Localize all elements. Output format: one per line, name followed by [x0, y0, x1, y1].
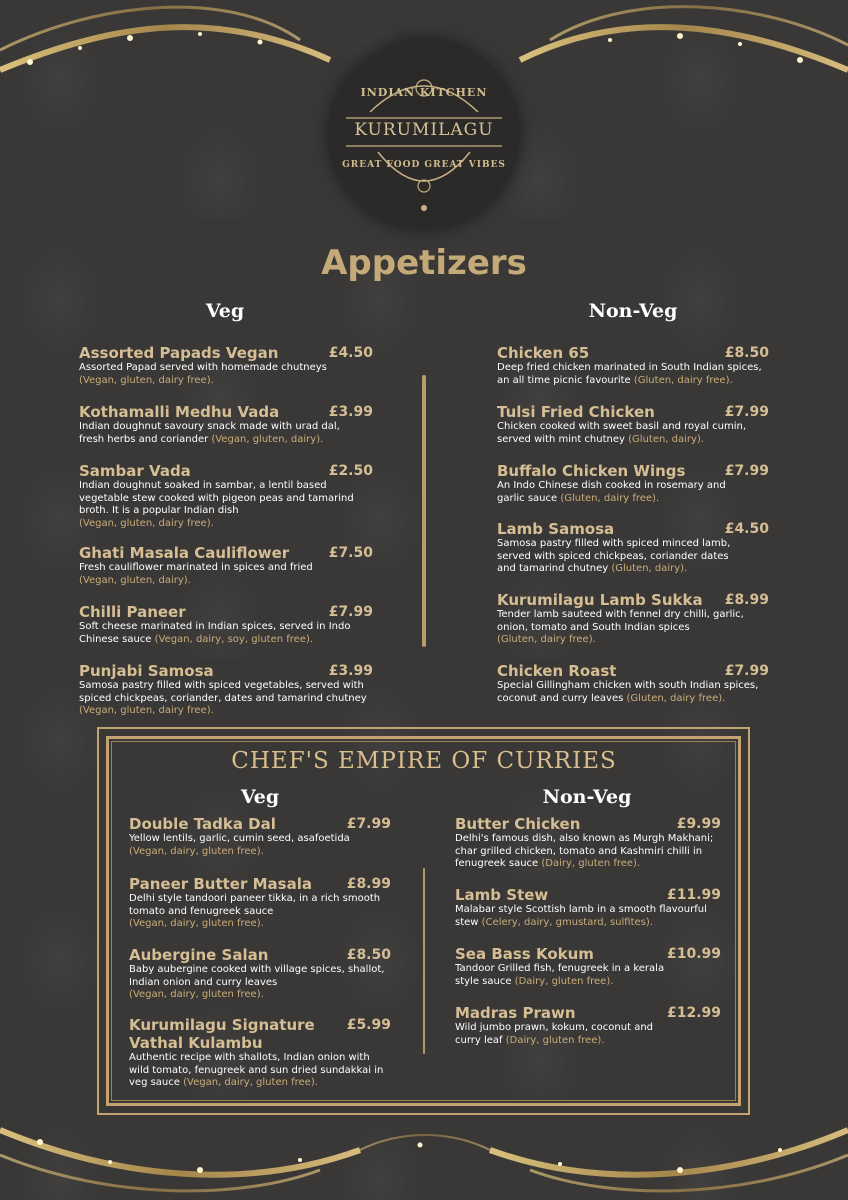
item-price: £3.99	[328, 404, 373, 420]
menu-item	[497, 591, 769, 647]
item-dietary-tags: (Vegan, gluten, dairy free).	[79, 517, 214, 529]
menu-item	[129, 815, 391, 858]
item-price: £2.50	[328, 463, 373, 479]
item-description: Assorted Papad served with homemade chutneys (Vegan, gluten, dairy free).	[79, 362, 327, 386]
item-dietary-tags: (Gluten, dairy free).	[633, 374, 733, 386]
item-name: Buffalo Chicken Wings	[497, 462, 686, 480]
item-dietary-tags: (Vegan, gluten, dairy).	[79, 574, 191, 586]
item-name: Ghati Masala Cauliflower	[79, 544, 290, 562]
item-price: £9.99	[676, 816, 721, 832]
menu-item	[455, 945, 721, 988]
menu-item	[79, 603, 373, 646]
item-dietary-tags: (Dairy, gluten free).	[514, 975, 614, 987]
menu-item	[455, 886, 721, 929]
item-price: £7.99	[328, 604, 373, 620]
item-description: Baby aubergine cooked with village spices, shallot, Indian onion and curry leaves (Vegan, dairy, gluten free).	[129, 964, 385, 1000]
logo-tagline-top: INDIAN KITCHEN	[360, 86, 488, 99]
item-name: Punjabi Samosa	[79, 662, 214, 680]
item-description: An Indo Chinese dish cooked in rosemary and garlic sauce (Gluten, dairy free).	[497, 480, 726, 504]
item-description: Malabar style Scottish lamb in a smooth flavourful stew (Celery, dairy, gmustard, sulfites).	[455, 904, 707, 928]
item-dietary-tags: (Vegan, dairy, gluten free).	[129, 989, 264, 1000]
item-price: £11.99	[666, 887, 721, 903]
menu-item	[497, 462, 769, 505]
item-name: Tulsi Fried Chicken	[497, 403, 655, 421]
menu-item	[129, 946, 391, 1002]
menu-item	[79, 544, 373, 587]
item-price: £8.99	[346, 876, 391, 892]
item-description: Tandoor Grilled fish, fenugreek in a kerala style sauce (Dairy, gluten free).	[455, 963, 665, 987]
item-price: £12.99	[666, 1005, 721, 1021]
logo-tagline-bottom: GREAT FOOD GREAT VIBES	[342, 160, 506, 170]
item-description: Authentic recipe with shallots, Indian onion with wild tomato, fenugreek and sun dried sundakkai in veg sauce (Vegan, dairy, gluten free).	[129, 1052, 384, 1088]
item-dietary-tags: (Dairy, gluten free).	[505, 1034, 605, 1046]
item-dietary-tags: (Vegan, dairy, gluten free).	[183, 1077, 318, 1088]
menu-item	[129, 875, 391, 931]
item-name: Kurumilagu Lamb Sukka	[497, 591, 703, 609]
menu-item	[79, 662, 373, 718]
item-dietary-tags: (Gluten, dairy).	[628, 433, 705, 445]
item-name: Chicken 65	[497, 344, 590, 362]
menu-item	[497, 344, 769, 387]
item-price: £7.99	[724, 463, 769, 479]
item-name: Chilli Paneer	[79, 603, 186, 621]
item-name: Chicken Roast	[497, 662, 617, 680]
item-price: £8.99	[724, 592, 769, 608]
item-name: Kurumilagu Signature Vathal Kulambu	[129, 1016, 315, 1052]
page-title: Appetizers	[321, 243, 527, 283]
menu-item	[79, 462, 373, 530]
item-description: Delhi style tandoori paneer tikka, in a rich smooth tomato and fenugreek sauce (Vegan, dairy, gluten free).	[129, 893, 381, 929]
item-name: Lamb Samosa	[497, 520, 615, 538]
item-name: Kothamalli Medhu Vada	[79, 403, 280, 421]
restaurant-logo	[330, 40, 518, 228]
item-name: Sambar Vada	[79, 462, 191, 480]
item-description: Indian doughnut soaked in sambar, a lentil based vegetable stew cooked with pigeon peas and tamarind broth. It is a popular Indian dish (Vegan, gluten, dairy free).	[79, 480, 354, 529]
item-dietary-tags: (Dairy, gluten free).	[541, 858, 641, 869]
menu-item	[79, 403, 373, 446]
item-dietary-tags: (Vegan, gluten, dairy free).	[79, 705, 214, 716]
item-description: Delhi's famous dish, also known as Murgh Makhani; char grilled chicken, tomato and Kashmiri chilli in fenugreek sauce (Dairy, gluten free).	[455, 833, 714, 869]
item-name: Lamb Stew	[455, 886, 549, 904]
item-dietary-tags: (Gluten, dairy free).	[560, 492, 660, 504]
item-price: £4.50	[724, 521, 769, 537]
item-name: Double Tadka Dal	[129, 815, 276, 833]
item-dietary-tags: (Vegan, dairy, soy, gluten free).	[154, 633, 314, 645]
item-price: £3.99	[328, 663, 373, 679]
item-description: Samosa pastry filled with spiced vegetables, served with spiced chickpeas, coriander, dates and tamarind chutney (Vegan, gluten, dairy free).	[79, 680, 367, 716]
item-price: £4.50	[328, 345, 373, 361]
item-description: Chicken cooked with sweet basil and royal cumin, served with mint chutney (Gluten, dairy).	[497, 421, 747, 445]
item-name: Butter Chicken	[455, 815, 581, 833]
item-description: Tender lamb sauteed with fennel dry chilli, garlic, onion, tomato and South Indian spices (Gluten, dairy free).	[497, 609, 744, 645]
item-price: £7.50	[328, 545, 373, 561]
item-description: Yellow lentils, garlic, cumin seed, asafoetida (Vegan, dairy, gluten free).	[129, 833, 350, 857]
item-price: £10.99	[666, 946, 721, 962]
item-name: Sea Bass Kokum	[455, 945, 594, 963]
logo-name: KURUMILAGU	[354, 120, 494, 140]
menu-item	[497, 520, 769, 576]
item-price: £7.99	[724, 404, 769, 420]
curries-nonveg-heading: Non-Veg	[542, 786, 632, 808]
item-price: £8.50	[724, 345, 769, 361]
curries-divider	[423, 868, 425, 1054]
item-price: £8.50	[346, 947, 391, 963]
appetizers-nonveg-heading: Non-Veg	[588, 300, 678, 322]
menu-item	[79, 344, 373, 387]
item-price: £5.99	[346, 1017, 391, 1033]
menu-item	[497, 662, 769, 705]
item-price: £7.99	[724, 663, 769, 679]
item-description: Samosa pastry filled with spiced minced lamb, served with spiced chickpeas, coriander dates and tamarind chutney (Gluten, dairy).	[497, 538, 731, 574]
item-dietary-tags: (Vegan, dairy, gluten free).	[129, 918, 264, 929]
item-dietary-tags: (Vegan, gluten, dairy free).	[79, 374, 214, 386]
menu-item	[497, 403, 769, 446]
item-name: Aubergine Salan	[129, 946, 269, 964]
item-description: Indian doughnut savoury snack made with urad dal, fresh herbs and coriander (Vegan, gluten, dairy).	[79, 421, 340, 445]
curries-veg-heading: Veg	[240, 786, 280, 808]
item-description: Soft cheese marinated in Indian spices, served in Indo Chinese sauce (Vegan, dairy, soy, gluten free).	[79, 621, 351, 645]
item-name: Assorted Papads Vegan	[79, 344, 279, 362]
item-dietary-tags: (Vegan, dairy, gluten free).	[129, 845, 264, 857]
item-dietary-tags: (Gluten, dairy free).	[626, 692, 726, 704]
curries-section-title: CHEF'S EMPIRE OF CURRIES	[231, 748, 617, 774]
item-description: Special Gillingham chicken with south Indian spices, coconut and curry leaves (Gluten, dairy free).	[497, 680, 759, 704]
menu-item	[129, 1016, 391, 1090]
menu-item	[455, 1004, 721, 1047]
item-dietary-tags: (Celery, dairy, gmustard, sulfites).	[481, 916, 653, 928]
item-description: Wild jumbo prawn, kokum, coconut and curry leaf (Dairy, gluten free).	[455, 1022, 654, 1046]
item-price: £7.99	[346, 816, 391, 832]
appetizers-divider	[422, 375, 426, 647]
item-dietary-tags: (Gluten, dairy).	[611, 563, 688, 574]
appetizers-veg-heading: Veg	[205, 300, 245, 322]
item-dietary-tags: (Vegan, gluten, dairy).	[211, 433, 324, 445]
item-dietary-tags: (Gluten, dairy free).	[497, 634, 596, 645]
menu-item	[455, 815, 721, 871]
item-name: Paneer Butter Masala	[129, 875, 312, 893]
item-description: Fresh cauliflower marinated in spices and fried (Vegan, gluten, dairy).	[79, 562, 313, 586]
item-description: Deep fried chicken marinated in South Indian spices, an all time picnic favourite (Gluten, dairy free).	[497, 362, 762, 386]
item-name: Madras Prawn	[455, 1004, 576, 1022]
